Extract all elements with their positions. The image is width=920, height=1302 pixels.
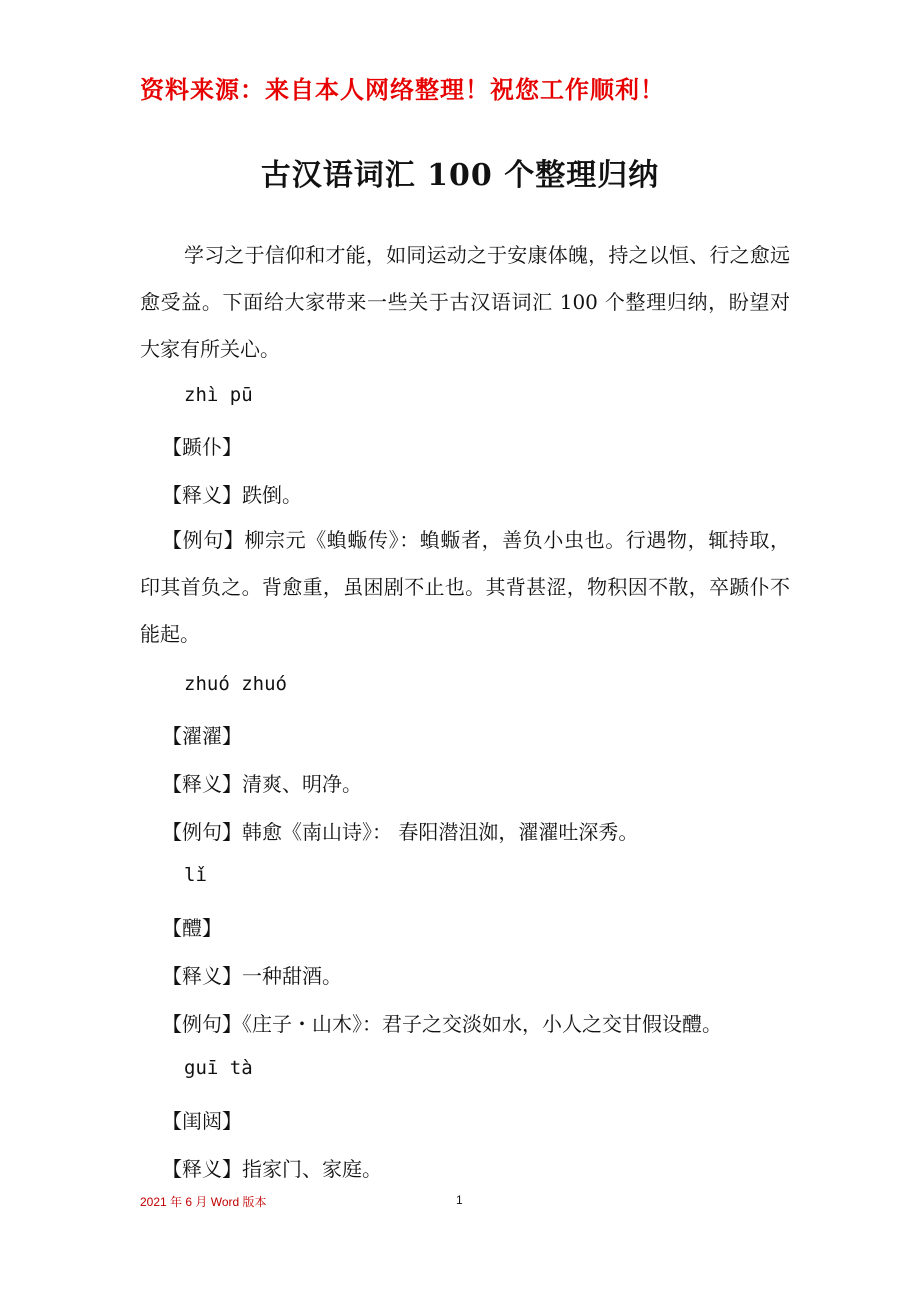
intro-paragraph: 学习之于信仰和才能，如同运动之于安康体魄，持之以恒、行之愈远愈受益。下面给大家带来一些关于古汉语词汇 100 个整理归纳，盼望对大家有所关心。	[140, 243, 790, 361]
entry-meaning: 【释义】指家门、家庭。	[162, 1157, 382, 1181]
entry-pinyin: lǐ	[184, 864, 207, 886]
entry-pinyin: zhì pū	[184, 384, 253, 406]
entry-meaning: 【释义】清爽、明净。	[162, 772, 362, 796]
entry-pinyin: zhuó zhuó	[184, 673, 287, 695]
entry-example: 【例句】韩愈《南山诗》： 春阳潜沮洳，濯濯吐深秀。	[162, 820, 639, 844]
document-title: 古汉语词汇 100 个整理归纳	[260, 158, 660, 193]
entry-example: 【例句】《庄子・山木》：君子之交淡如水，小人之交甘假设醴。	[162, 1012, 722, 1036]
entry-meaning: 【释义】跌倒。	[162, 483, 302, 507]
entry-meaning: 【释义】一种甜酒。	[162, 964, 342, 988]
entry-word: 【濯濯】	[162, 724, 242, 748]
footer-date-version: 2021 年 6 月 Word 版本	[140, 1195, 267, 1209]
page-number: 1	[456, 1193, 463, 1207]
entry-example: 【例句】柳宗元《蝜蝂传》：蝜蝂者，善负小虫也。行遇物，辄持取，印其首负之。背愈重，虽困剧不止也。其背甚涩，物积因不散，卒踬仆不能起。	[140, 528, 790, 646]
entry-word: 【闺闼】	[162, 1109, 242, 1133]
entry-word: 【踬仆】	[162, 435, 242, 459]
entry-pinyin: guī tà	[184, 1057, 253, 1079]
entry-word: 【醴】	[162, 916, 222, 940]
source-banner: 资料来源：来自本人网络整理！祝您工作顺利！	[140, 75, 665, 104]
